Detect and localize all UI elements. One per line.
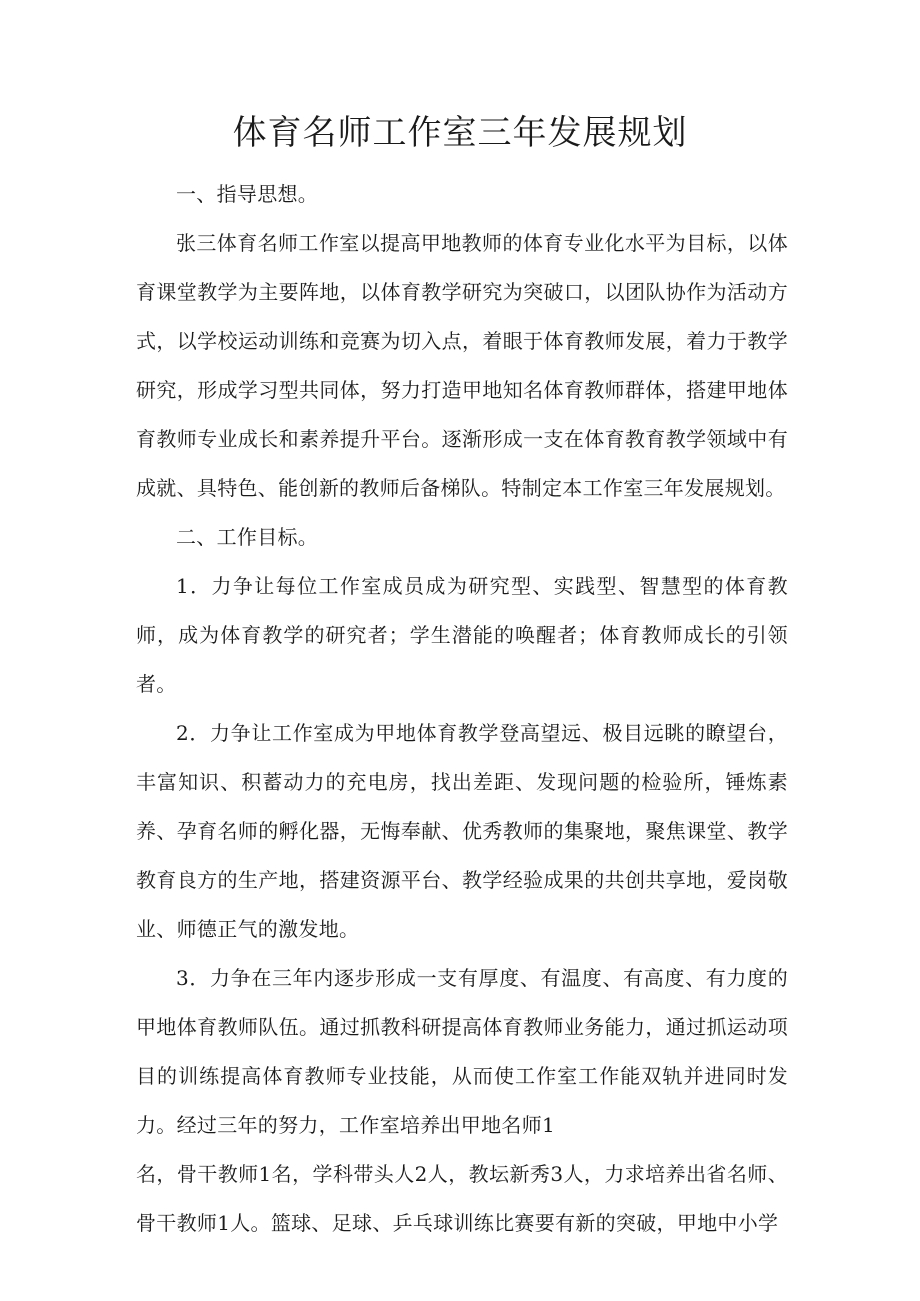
- document-body: [136, 170, 788, 1248]
- section-heading-work-goals: 二、工作目标。: [176, 525, 319, 549]
- document-title: 体育名师工作室三年发展规划: [232, 113, 688, 153]
- paragraph-guiding-ideology: 张三体育名师工作室以提高甲地教师的体育专业化水平为目标，以体育课堂教学为主要阵地，以体育教学研究为突破口，以团队协作为活动方式，以学校运动训练和竞赛为切入点，着眼于体育教师发展，着力于教学研究，形成学习型共同体，努力打造甲地知名体育教师群体，搭建甲地体育教师专业成长和素养提升平台。逐渐形成一支在体育教育教学领域中有成就、具特色、能创新的教师后备梯队。特制定本工作室三年发展规划。: [136, 231, 788, 500]
- goal-item-3-continued: 名，骨干教师1名，学科带头人2人，教坛新秀3人，力求培养出省名师、骨干教师1人。篮球、足球、乒乓球训练比赛要有新的突破，甲地中小学: [136, 1162, 788, 1235]
- goal-item-2: 2．力争让工作室成为甲地体育教学登高望远、极目远眺的瞭望台，丰富知识、积蓄动力的充电房，找出差距、发现问题的检验所，锤炼素养、孕育名师的孵化器，无悔奉献、优秀教师的集聚地，聚焦课堂、教学教育良方的生产地，搭建资源平台、教学经验成果的共创共享地，爱岗敬业、师德正气的激发地。: [136, 721, 788, 941]
- section-heading-guiding-ideology: 一、指导思想。: [176, 182, 319, 206]
- goal-item-1: 1．力争让每位工作室成员成为研究型、实践型、智慧型的体育教师，成为体育教学的研究者；学生潜能的唤醒者；体育教师成长的引领者。: [136, 574, 788, 696]
- goal-item-3: 3．力争在三年内逐步形成一支有厚度、有温度、有高度、有力度的甲地体育教师队伍。通过抓教科研提高体育教师业务能力，通过抓运动项目的训练提高体育教师专业技能，从而使工作室工作能双轨并进同时发力。经过三年的努力，工作室培养出甲地名师1: [136, 966, 788, 1137]
